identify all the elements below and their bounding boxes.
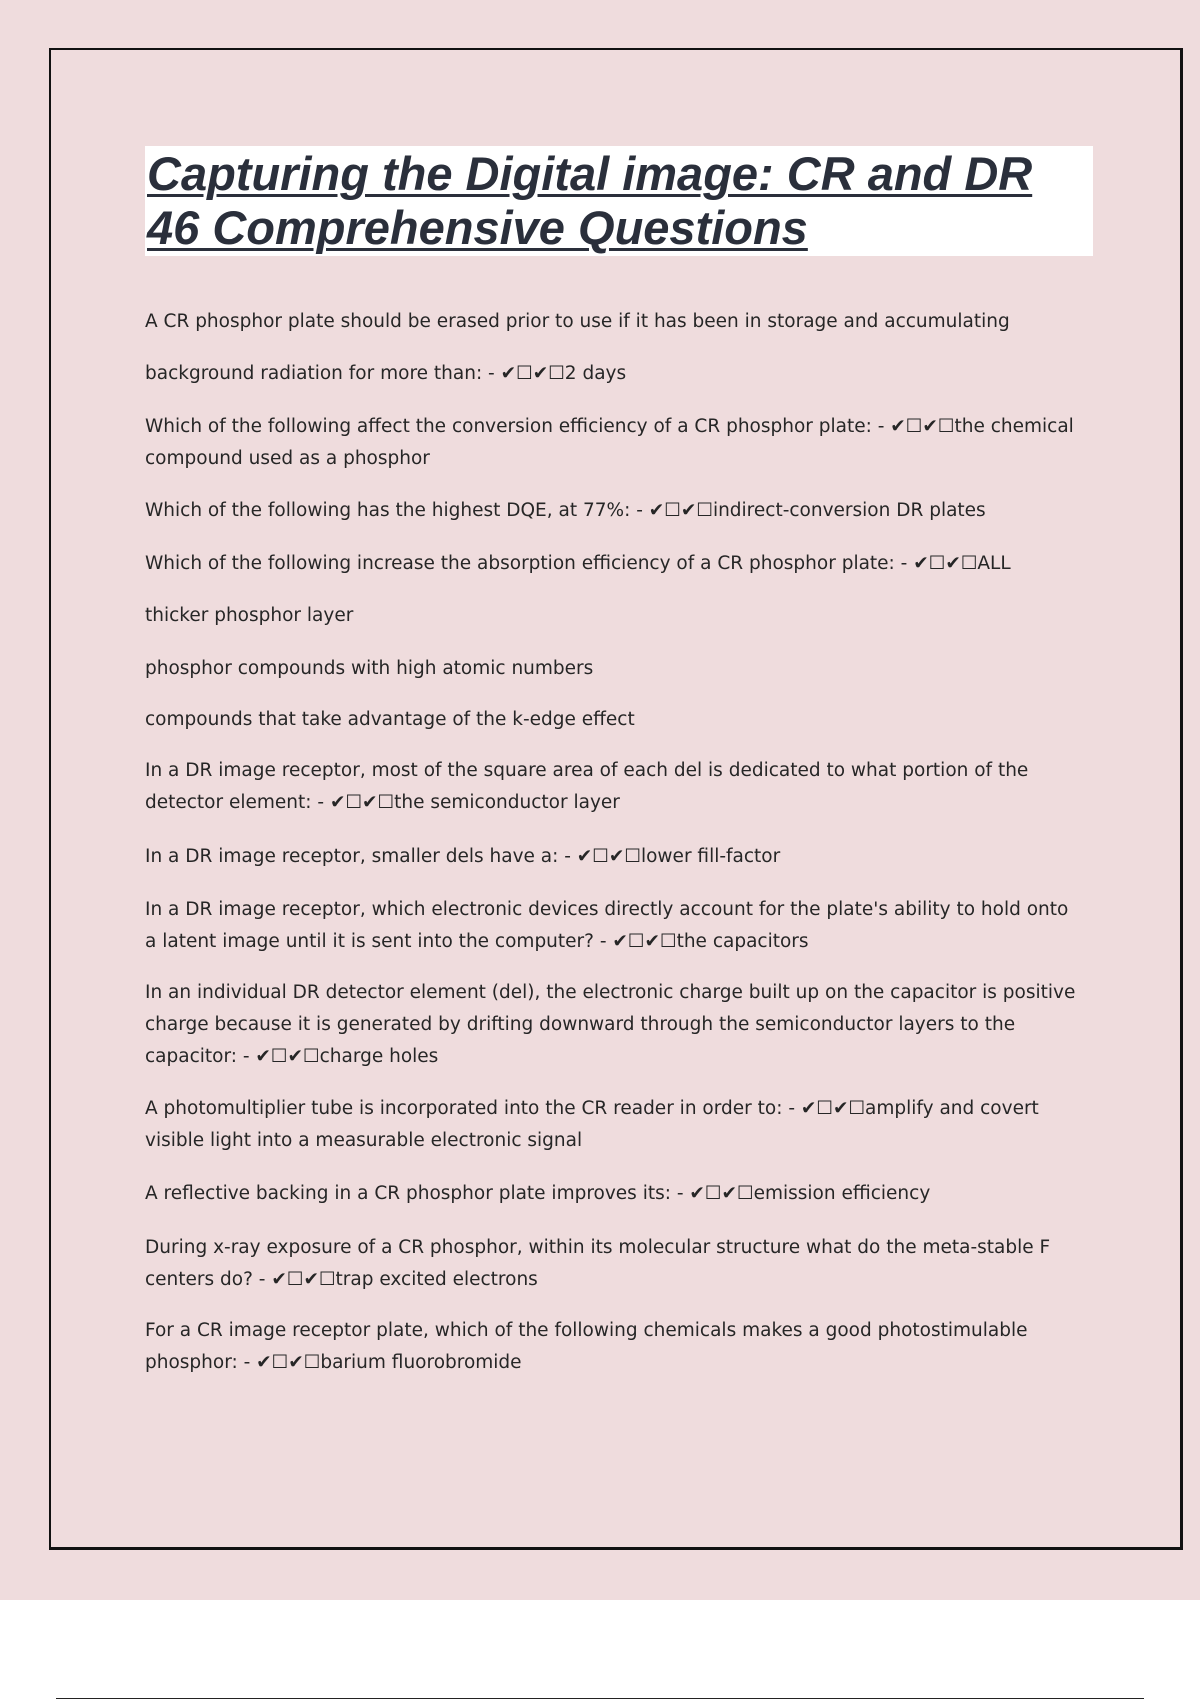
qa-item-13 [145, 1093, 1085, 1157]
answer-marker: ✔☐✔☐ [255, 1046, 320, 1067]
qa-item-5 [145, 548, 1085, 580]
qa-item-8 [145, 704, 1085, 736]
answer-marker: ✔☐✔☐ [500, 363, 565, 384]
qa-item-4 [145, 495, 1085, 527]
question-text: A reflective backing in a CR phosphor plate improves its: - [145, 1183, 690, 1204]
answer-text: charge holes [319, 1046, 439, 1067]
question-text: thicker phosphor layer [145, 605, 354, 626]
document-title-line-1: Capturing the Digital image: CR and DR [147, 147, 1033, 200]
answer-marker: ✔☐✔☐ [689, 1183, 754, 1204]
qa-item-9 [145, 755, 1085, 819]
qa-item-10 [145, 841, 1085, 873]
question-text: phosphor compounds with high atomic numbers [145, 658, 594, 679]
footer-rule [56, 1698, 1144, 1699]
question-text: A CR phosphor plate should be erased prior to use if it has been in storage and accumulating [145, 311, 1010, 332]
question-text: In a DR image receptor, most of the square area of each del is dedicated to what portion of the detector element: - [145, 760, 1029, 813]
qa-item-7 [145, 653, 1085, 685]
question-text: In an individual DR detector element (del), the electronic charge built up on the capacitor is positive charge because it is generated by drifting downward through the semiconductor layers to the capacitor: - [145, 982, 1076, 1067]
question-text: Which of the following affect the conversion efficiency of a CR phosphor plate: - [145, 416, 891, 437]
answer-text: the chemical compound used as a phosphor [145, 416, 1074, 469]
answer-text: trap excited electrons [335, 1269, 538, 1290]
question-text: In a DR image receptor, which electronic devices directly account for the plate's ability to hold onto a latent image until it is sent into the computer? - [145, 899, 1069, 952]
answer-marker: ✔☐✔☐ [800, 1098, 866, 1119]
answer-marker: ✔☐✔☐ [648, 500, 713, 521]
answer-text: emission efficiency [753, 1183, 931, 1204]
answer-text: lower fill-factor [640, 846, 781, 867]
answer-marker: ✔☐✔☐ [256, 1352, 321, 1373]
answer-marker: ✔☐✔☐ [612, 931, 677, 952]
answer-text: amplify and covert visible light into a measurable electronic signal [145, 1098, 1039, 1151]
qa-item-15 [145, 1232, 1085, 1296]
answer-text: ALL [977, 553, 1011, 574]
answer-marker: ✔☐✔☐ [913, 553, 978, 574]
answer-marker: ✔☐✔☐ [890, 416, 955, 437]
qa-item-1 [145, 306, 1085, 338]
question-text: A photomultiplier tube is incorporated into the CR reader in order to: - [145, 1098, 801, 1119]
answer-marker: ✔☐✔☐ [271, 1269, 336, 1290]
qa-item-14 [145, 1178, 1085, 1210]
question-text: Which of the following has the highest DQE, at 77%: - [145, 500, 649, 521]
question-text: For a CR image receptor plate, which of the following chemicals makes a good photostimulable phosphor: - [145, 1320, 1028, 1373]
document-title-line-2: 46 Comprehensive Questions [147, 201, 808, 254]
answer-text: 2 days [564, 363, 627, 384]
answer-text: the capacitors [676, 931, 809, 952]
question-text: Which of the following increase the absorption efficiency of a CR phosphor plate: - [145, 553, 914, 574]
question-text: During x-ray exposure of a CR phosphor, within its molecular structure what do the meta-stable F centers do? - [145, 1237, 1051, 1290]
answer-marker: ✔☐✔☐ [576, 846, 641, 867]
qa-item-16 [145, 1315, 1085, 1379]
qa-item-2 [145, 358, 1085, 390]
qa-item-3 [145, 411, 1085, 475]
qa-item-12 [145, 977, 1085, 1073]
question-text: compounds that take advantage of the k-edge effect [145, 709, 635, 730]
answer-text: the semiconductor layer [394, 792, 620, 813]
qa-item-6 [145, 600, 1085, 632]
qa-item-11 [145, 894, 1085, 958]
answer-marker: ✔☐✔☐ [329, 792, 395, 813]
question-text: background radiation for more than: - [145, 363, 501, 384]
answer-text: barium fluorobromide [320, 1352, 522, 1373]
answer-text: indirect-conversion DR plates [712, 500, 986, 521]
question-text: In a DR image receptor, smaller dels have a: - [145, 846, 577, 867]
